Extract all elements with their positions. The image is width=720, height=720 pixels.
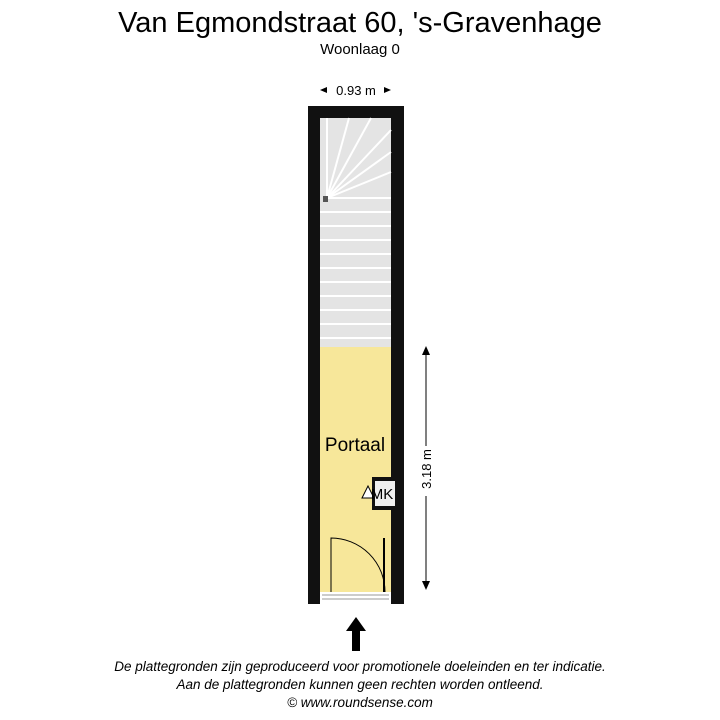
room-label-portaal: Portaal xyxy=(324,435,386,456)
entrance-arrow-icon xyxy=(346,617,366,651)
disclaimer-line-1: De plattegronden zijn geproduceerd voor promotionele doeleinden en ter indicatie. xyxy=(114,659,606,674)
floor-level-label: Woonlaag 0 xyxy=(320,41,400,58)
stairs-newel-post xyxy=(323,196,328,202)
width-dimension-label: 0.93 m xyxy=(336,83,376,98)
copyright-link[interactable]: © www.roundsense.com xyxy=(287,695,433,710)
door-opening xyxy=(320,592,391,604)
meter-cupboard-label: MK xyxy=(370,486,394,503)
width-arrow-left-icon xyxy=(320,87,327,93)
disclaimer-line-2: Aan de plattegronden kunnen geen rechten worden ontleend. xyxy=(176,677,544,692)
height-arrow-bottom-icon xyxy=(422,581,430,590)
page-title: Van Egmondstraat 60, 's-Gravenhage xyxy=(118,7,602,39)
disclaimer xyxy=(0,658,720,712)
height-arrow-top-icon xyxy=(422,346,430,355)
stairs xyxy=(320,118,391,347)
width-dimension xyxy=(320,83,391,98)
height-dimension-label: 3.18 m xyxy=(419,449,434,489)
width-arrow-right-icon xyxy=(384,87,391,93)
height-dimension xyxy=(419,346,434,590)
